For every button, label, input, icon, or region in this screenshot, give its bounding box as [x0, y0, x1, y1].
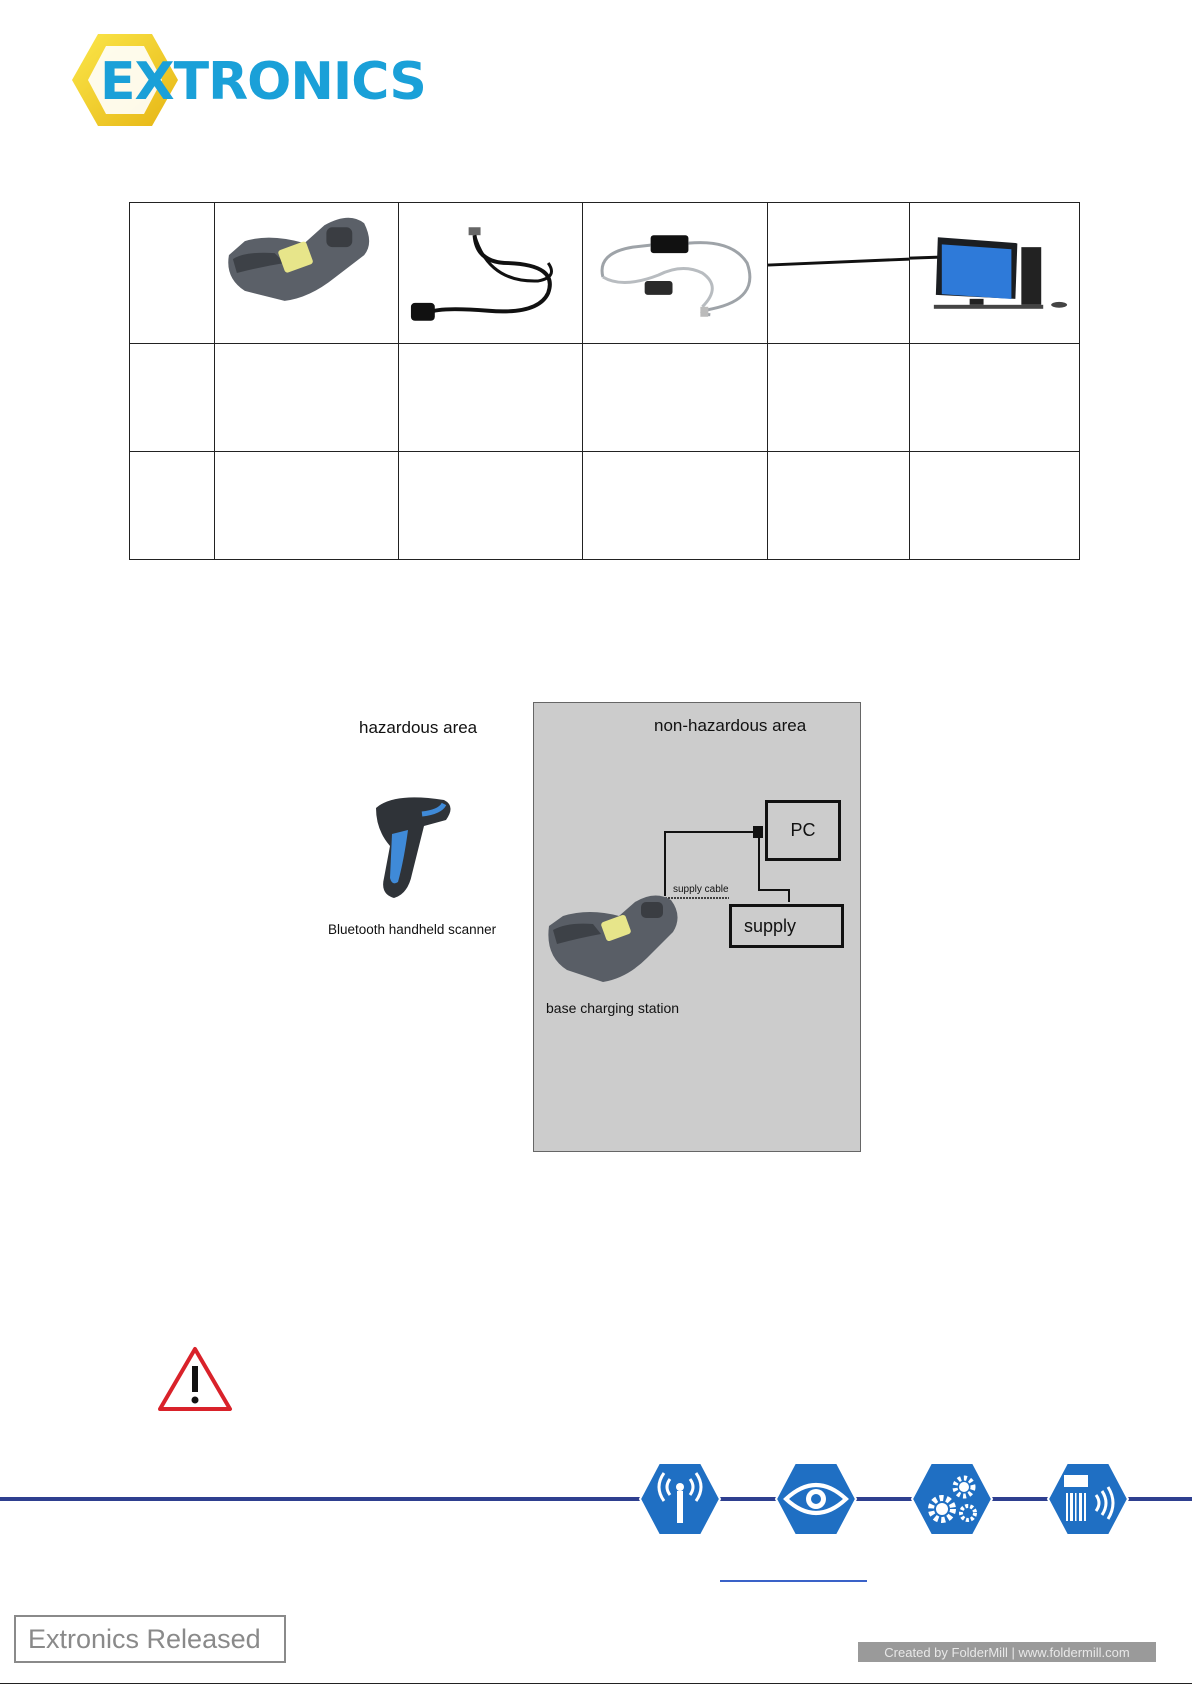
usb-cable-image	[399, 203, 582, 343]
logo-wordmark: EXTRONICS	[100, 52, 426, 112]
gears-icon	[910, 1461, 994, 1537]
table-cell	[583, 203, 768, 344]
table-cell	[910, 344, 1080, 452]
eye-icon	[774, 1461, 858, 1537]
pc-label: PC	[790, 820, 816, 840]
footer-divider	[0, 1497, 1192, 1501]
table-cell	[768, 452, 910, 560]
table-cell	[215, 203, 399, 344]
wireless-icon	[638, 1461, 722, 1537]
table-row	[130, 452, 1080, 560]
supply-label: supply	[744, 915, 797, 936]
table-cell	[130, 452, 215, 560]
equipment-table	[129, 202, 1080, 560]
table-row	[130, 203, 1080, 344]
table-cell	[583, 344, 768, 452]
hazardous-area-label: hazardous area	[359, 718, 478, 737]
base-charging-station-label: base charging station	[546, 1000, 680, 1016]
connection-line	[768, 203, 909, 343]
supply-box	[729, 904, 844, 948]
table-cell	[768, 344, 910, 452]
table-cell	[130, 344, 215, 452]
released-stamp	[14, 1615, 286, 1663]
power-supply-image	[583, 203, 767, 343]
table-cell	[399, 452, 583, 560]
pc-box	[765, 800, 841, 861]
table-cell	[130, 203, 215, 344]
warning-icon	[157, 1346, 233, 1412]
foldermill-text: Created by FolderMill | www.foldermill.com	[884, 1644, 1130, 1660]
table-cell	[399, 344, 583, 452]
table-cell	[910, 452, 1080, 560]
table-cell	[215, 344, 399, 452]
non-hazardous-area-label: non-hazardous area	[654, 716, 807, 735]
desktop-pc-image	[910, 203, 1079, 343]
base-charging-station-image	[543, 886, 688, 991]
scanner-label: Bluetooth handheld scanner	[328, 922, 497, 937]
rfid-barcode-icon	[1046, 1461, 1130, 1537]
table-cell	[399, 203, 583, 344]
table-row	[130, 344, 1080, 452]
table-cell	[768, 203, 910, 344]
foldermill-watermark	[858, 1642, 1156, 1662]
table-cell	[215, 452, 399, 560]
handheld-scanner-image	[364, 790, 464, 905]
released-label: Extronics Released	[28, 1623, 261, 1654]
table-cell	[583, 452, 768, 560]
table-cell	[910, 203, 1080, 344]
page-bottom-rule	[0, 1683, 1192, 1684]
supply-cable-label: supply cable	[673, 884, 729, 895]
footer-link-underline[interactable]	[720, 1580, 867, 1582]
charging-base-image	[215, 203, 398, 343]
